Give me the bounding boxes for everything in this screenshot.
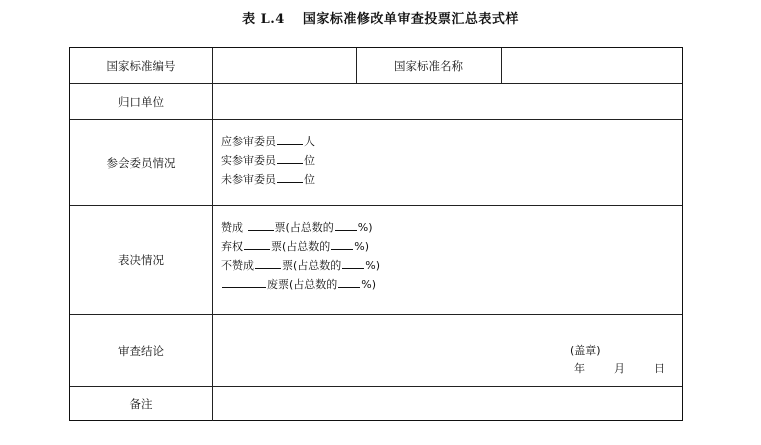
std-name-label: 国家标准名称 bbox=[394, 58, 463, 73]
vote-abstain-pct-blank[interactable] bbox=[331, 239, 353, 250]
vote-summary-form bbox=[69, 47, 683, 421]
std-number-field[interactable] bbox=[212, 48, 356, 83]
vote-invalid-count-blank[interactable] bbox=[222, 277, 266, 288]
members-should-line: 应参审委员 人 bbox=[221, 135, 315, 148]
row-vote bbox=[70, 206, 682, 315]
members-cell bbox=[212, 120, 682, 205]
conclusion-label: 审查结论 bbox=[70, 315, 213, 386]
row-conclusion bbox=[70, 315, 682, 387]
table-id: 表 L.4 bbox=[242, 12, 285, 27]
members-actual-blank[interactable] bbox=[277, 153, 303, 164]
seal-text: (盖章) bbox=[570, 344, 601, 357]
members-absent-line: 未参审委员 位 bbox=[221, 173, 315, 186]
table-title-text: 国家标准修改单审查投票汇总表式样 bbox=[302, 12, 519, 27]
vote-agree-count-blank[interactable] bbox=[248, 220, 274, 231]
members-actual-line: 实参审委员 位 bbox=[221, 154, 315, 167]
month-text: 月 bbox=[614, 362, 625, 375]
row-standard bbox=[70, 48, 682, 84]
vote-disagree-count-blank[interactable] bbox=[255, 258, 281, 269]
day-text: 日 bbox=[654, 362, 665, 375]
row-members bbox=[70, 120, 682, 206]
vote-label: 表决情况 bbox=[70, 206, 213, 314]
std-number-label: 国家标准编号 bbox=[70, 48, 213, 83]
year-text: 年 bbox=[574, 362, 585, 375]
vote-cell bbox=[212, 206, 682, 314]
vote-invalid-pct-blank[interactable] bbox=[338, 277, 360, 288]
row-remark bbox=[70, 387, 682, 421]
vote-invalid-line: 废票(占总数的 %) bbox=[221, 277, 376, 292]
std-name-field[interactable] bbox=[501, 48, 682, 83]
members-absent-blank[interactable] bbox=[277, 172, 303, 183]
members-label: 参会委员情况 bbox=[70, 120, 213, 205]
row-unit bbox=[70, 84, 682, 120]
members-should-blank[interactable] bbox=[277, 134, 303, 145]
vote-agree-pct-blank[interactable] bbox=[335, 220, 357, 231]
vote-disagree-line: 不赞成 票(占总数的 %) bbox=[221, 259, 381, 272]
vote-abstain-line: 弃权 票(占总数的 %) bbox=[221, 240, 370, 253]
vote-disagree-pct-blank[interactable] bbox=[342, 258, 364, 269]
unit-field[interactable] bbox=[212, 84, 682, 119]
vote-agree-line: 赞成 票(占总数的 %) bbox=[221, 221, 373, 234]
vote-abstain-count-blank[interactable] bbox=[244, 239, 270, 250]
unit-label: 归口单位 bbox=[70, 84, 213, 119]
table-title bbox=[0, 8, 761, 27]
remark-field[interactable] bbox=[212, 387, 682, 421]
remark-label: 备注 bbox=[70, 387, 213, 421]
conclusion-field[interactable] bbox=[212, 315, 682, 386]
